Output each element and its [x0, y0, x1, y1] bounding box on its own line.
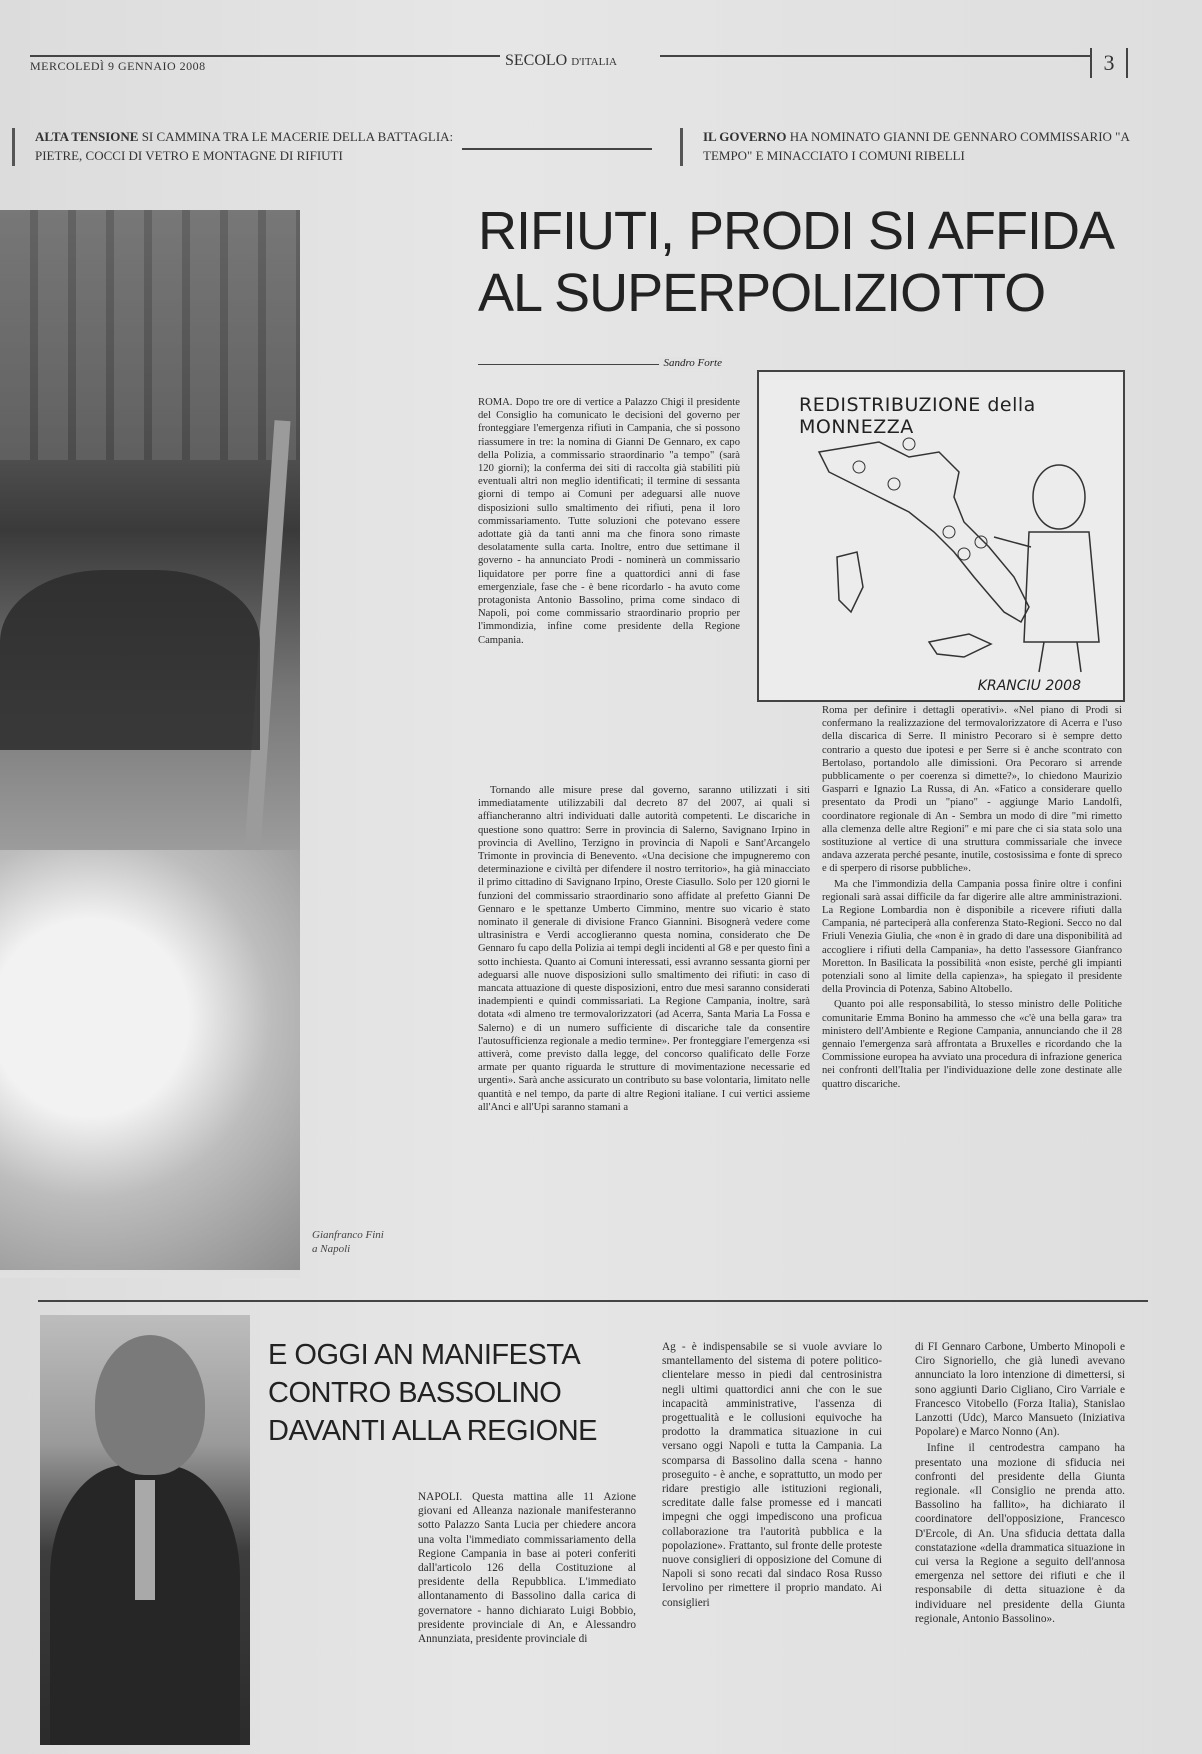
dateline: ROMA.	[478, 397, 513, 408]
article-paragraph: Tornando alle misure prese dal governo, saranno utilizzati i siti immediatamente utilizzabili dal decreto 87 del 2007, ai quali si affiancheranno altri individuati dalle autorità competenti. Le discariche in questione sono quattro: Serre in provincia di Salerno, Savignano Irpino in provincia di Avellino, Terzigno in provincia di Napoli e Sant'Arcangelo Trimonte in provincia di Benevento. «Una decisione che impugneremo con determinazione e civiltà per difendere il nostro territorio», ha già minacciato il primo cittadino di Savignano Irpino, Oreste Ciasullo. Solo per 120 giorni le funzioni del commissario straordinario sono affidate al prefetto Gianni De Gennaro e le spettanze Umberto Cimmino, mentre suo vicario è stato nominato il generale di divisione Franco Giannini. Bisognerà vedere come ultrasinistra e Verdi accoglieranno questa nomina, considerato che De Gennaro fu capo della Polizia ai tempi degli incidenti al G8 e per questo finì a sotto inchiesta. Quanto ai Comuni interessati, essi avranno sessanta giorni per adeguarsi alle nuove disposizioni sullo smaltimento dei rifiuti: in caso di mancata attuazione di queste disposizioni, entro due mesi saranno considerati inadempienti e quindi commissariati. La Regione Campania, inoltre, sarà dotata «di almeno tre termovalorizzatori (ad Acerra, Santa Maria La Fossa e Salerno) e di un numero sufficiente di discariche tale da consentire l'autosufficienza regionale a medio termine». Per fronteggiare l'emergenza «si attiverà, come previsto dalla legge, del concorso qualificato delle Forze armate per quanto riguarda le strutture di movimentazione necessarie ed urgenti». Sarà anche assicurato un contributo su base volontaria, limitato nelle quantità e nel tempo, da parte di altre Regioni italiane. I cui vertici assieme all'Anci e all'Upi saranno stamani a	[478, 785, 810, 1113]
masthead-title: SECOLO	[505, 52, 568, 69]
second-headline-line3: DAVANTI ALLA REGIONE	[268, 1415, 597, 1447]
cartoon-signature: KRANCIU 2008	[977, 678, 1081, 694]
photo-buildings	[0, 210, 300, 460]
header-date: MERCOLEDÌ 9 GENNAIO 2008	[30, 55, 500, 74]
main-headline	[478, 200, 1118, 324]
kicker-right-text: HA NOMINATO GIANNI DE GENNARO COMMISSARIO "A TEMPO" E MINACCIATO I COMUNI RIBELLI	[703, 129, 1130, 163]
sardinia-outline	[837, 552, 863, 612]
protest-photo	[0, 210, 300, 1278]
portrait-tie	[135, 1480, 155, 1600]
trash-bag-mark	[888, 478, 900, 490]
kicker-rule	[462, 148, 652, 150]
italy-map-outline	[819, 442, 1029, 622]
cartoon-title: REDISTRIBUZIONE della MONNEZZA	[799, 394, 1036, 438]
trash-bag-mark	[903, 438, 915, 450]
cartoon-drawing	[759, 372, 1123, 700]
trash-bag-mark	[975, 536, 987, 548]
portrait-head	[95, 1335, 205, 1475]
article-paragraph	[478, 396, 740, 647]
section-divider	[38, 1300, 1148, 1302]
trash-bag-mark	[853, 461, 865, 473]
second-article-column-3	[915, 1340, 1125, 1740]
header-rule	[660, 55, 1090, 57]
article-column-1	[478, 396, 740, 782]
main-headline-line1: RIFIUTI, PRODI SI AFFIDA	[478, 201, 1115, 261]
cartoon	[757, 370, 1125, 702]
article-paragraph: Quanto poi alle responsabilità, lo stesso ministro delle Politiche comunitarie Emma Bonino ha ammesso che «c'è una bella gara» tra ministero dell'Ambiente e Regione Campania, annunciando che il 28 gennaio l'emergenza sarà affrontata a Bruxelles e ricordando che la Commissione europea ha avviato una procedura di infrazione generica nei confronti dell'Italia per l'individuazione delle zone destinate alle quattro discariche.	[822, 999, 1122, 1090]
article-column-2	[478, 784, 810, 1270]
byline-author: Sandro Forte	[659, 357, 722, 369]
sicily-outline	[929, 634, 991, 657]
photo-crowd	[0, 570, 260, 750]
caricature-arm	[994, 537, 1031, 547]
photo-garbage-bags	[0, 850, 300, 1270]
portrait-photo	[40, 1315, 250, 1745]
photo-caption	[312, 1228, 402, 1256]
article-paragraph: Roma per definire i dettagli operativi». «Nel piano di Prodi si confermano la realizzazione del termovalorizzatore di Acerra e l'uso della discarica di Serre. Il ministro Pecoraro si è sempre detto contrario a questo due ipotesi e per Serre si è anche scontrato con Bertolaso, portandolo alle dimissioni. Ora Pecoraro si arrende pubblicamente o per coerenza si dimette?», lo chiedono Maurizio Gasparri e Ignazio La Russa, di An. «Fatico a considerare quello presentato da Prodi un "piano" - aggiunge Mario Landolfi, coordinatore regionale di An - Sembra un modo di dire "mi rimetto alla clemenza delle altre Regioni" e mi pare che ci sia stata solo una sostituzione al vertice di una struttura commissariale che invece andava azzerata perché pesante, inutile, costosissima e fonte di spreco e di sperpero di risorse pubbliche».	[822, 705, 1122, 875]
dateline: NAPOLI.	[418, 1491, 463, 1503]
second-headline-line1: E OGGI AN MANIFESTA	[268, 1339, 581, 1371]
kicker-right	[680, 128, 1140, 166]
page-number: 3	[1090, 48, 1128, 78]
article-paragraph	[418, 1490, 636, 1646]
kicker-right-bold: IL GOVERNO	[703, 129, 787, 144]
kicker-left-text: SI CAMMINA TRA LE MACERIE DELLA BATTAGLIA: PIETRE, COCCI DI VETRO E MONTAGNE DI RIFIUTI	[35, 129, 454, 163]
caricature-legs	[1039, 642, 1081, 672]
trash-bag-mark	[943, 526, 955, 538]
article-text: Dopo tre ore di vertice a Palazzo Chigi il presidente del Consiglio ha comunicato le decisioni del governo per fronteggiare l'emergenza rifiuti in Campania, che si possono riassumere in tre: la nomina di Gianni De Gennaro, ex capo della Polizia, a commissario straordinario "a tempo" (sarà 120 giorni); la conferma dei siti di raccolta già stabiliti più eventuali altri non meglio identificati; il termine di sessanta giorni di tempo ai Comuni per adeguarsi alle nuove disposizioni sullo smaltimento dei rifiuti, pena il loro commissariamento. Tutte soluzioni che potevano essere adottate già da tanti anni ma che finora sono rimaste desolatamente sulla carta. Inoltre, entro due settimane il governo - ha annunciato Prodi - nominerà un commissario liquidatore per porre fine a quattordici anni di fase emergenziale, fase che - è bene ricordarlo - ha avuto come protagonista Antonio Bassolino, prima come sindaco di Napoli, poi come commissario straordinario proprio per l'immondizia, infine come presidente della Regione Campania.	[478, 397, 740, 646]
second-article-column-1	[418, 1490, 636, 1740]
trash-bag-mark	[958, 548, 970, 560]
masthead-subtitle: D'ITALIA	[571, 56, 617, 68]
second-article-column-2	[662, 1340, 882, 1740]
article-text: Questa mattina alle 11 Azione giovani ed Alleanza nazionale manifesteranno sotto Palazzo Santa Lucia per chiedere ancora una volta l'immediato commissariamento della Regione Campania in base ai poteri conferiti dall'articolo 126 della Costituzione al presidente della Repubblica. L'immediato allontanamento di Bassolino dalla carica di governatore - hanno dichiarato Luigi Bobbio, presidente provinciale di An, e Alessandro Annunziata, presidente provinciale di	[418, 1491, 636, 1646]
article-paragraph: Ag - è indispensabile se si vuole avviare lo smantellamento del sistema di potere politico-clientelare messo in piedi dal centrosinistra negli ultimi quattordici anni che con le sue incapacità amministrative, l'assenza di progettualità e le collusioni equivoche ha prodotto la drammatica situazione in cui versano oggi Napoli e tutta la Campania. La scomparsa di Bassolino dalla scena - hanno proseguito - è anche, e soprattutto, un modo per ridare prestigio alle istituzioni regionali, screditate dalle false promesse ed i mancati impegni che oggi impediscono una proficua collaborazione tra l'autorità pubblica e la popolazione». Frattanto, sul fronte delle proteste nuove consiglieri di opposizione del Comune di Napoli si sono recati dal sindaco Rosa Russo Iervolino per rimettere il proprio mandato. Ai consiglieri	[662, 1341, 882, 1609]
photo-caption-line1: Gianfranco Fini	[312, 1229, 384, 1241]
article-paragraph: Infine il centrodestra campano ha presentato una mozione di sfiducia nei confronti del presidente della Giunta regionale. «Il Consiglio ne prenda atto. Bassolino ha fallito», ha dichiarato il coordinatore dell'opposizione, Francesco D'Ercole, di An. Una sfiducia dettata dalla constatazione «della drammatica situazione in cui versa la Regione a seguito dell'annosa emergenza nel settore dei rifiuti e che il responsabile di detta situazione è da individuare nel presidente della Giunta regionale, Antonio Bassolino».	[915, 1442, 1125, 1625]
article-column-3	[822, 704, 1122, 1270]
article-paragraph: di FI Gennaro Carbone, Umberto Minopoli e Ciro Signoriello, che già lunedì avevano annunciato la loro intenzione di dimettersi, si sono aggiunti Dario Cigliano, Ciro Varriale e Francesco Vitobello (Forza Italia), Stanislao Lanzotti (Udc), Marco Mansueto (Iniziativa Popolare) e Marco Nonno (An).	[915, 1341, 1125, 1439]
article-paragraph: Ma che l'immondizia della Campania possa finire oltre i confini regionali sarà assai difficile da far digerire alle altre amministrazioni. La Regione Lombardia non è disponibile a ricevere rifiuti dalla Campania, né parteciperà alla conferenza Stato-Regioni. Secco no dal Friuli Venezia Giulia, che «non è in grado di dare una disponibilità ad accogliere i rifiuti della Campania», ha detto l'assessore Gianfranco Moretton. In Basilicata la possibilità «non esiste, perché gli impianti potenziali sono al limite della capienza», ha spiegato il presidente della Provincia di Potenza, Sabino Altobello.	[822, 878, 1122, 996]
second-headline	[268, 1336, 668, 1450]
kicker-left	[12, 128, 462, 166]
second-headline-line2: CONTRO BASSOLINO	[268, 1377, 562, 1409]
kicker-left-bold: ALTA TENSIONE	[35, 129, 139, 144]
masthead	[505, 52, 617, 70]
main-headline-line2: AL SUPERPOLIZIOTTO	[478, 263, 1046, 323]
caricature-head	[1033, 465, 1085, 529]
caricature-body	[1024, 532, 1099, 642]
photo-caption-line2: a Napoli	[312, 1243, 351, 1255]
byline	[478, 357, 722, 369]
